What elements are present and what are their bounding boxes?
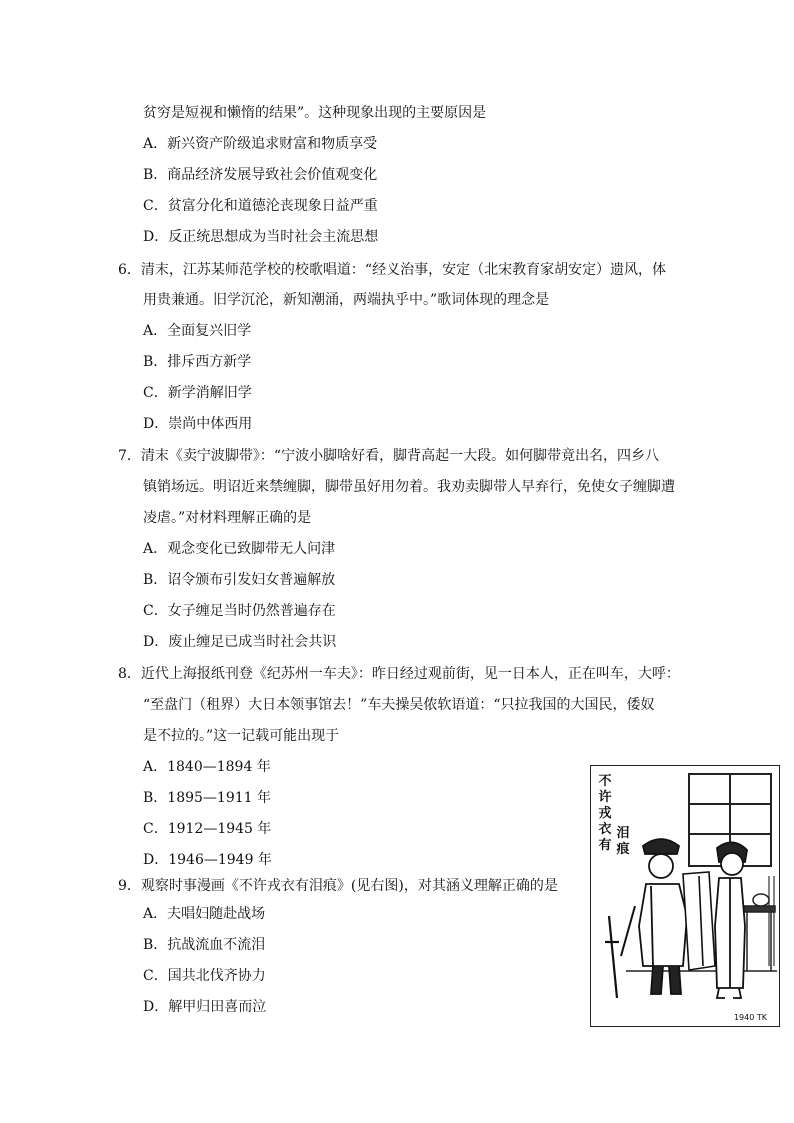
q9-option-b[interactable]: B．抗战流血不流泪: [143, 937, 266, 953]
q6-stem-line-1: 6．清末，江苏某师范学校的校歌唱道：“经义治事，安定（北宋教育家胡安定）遗风，体: [118, 262, 667, 278]
q5-option-c[interactable]: C．贫富分化和道德沦丧现象日益严重: [143, 198, 378, 214]
caption-char: 痕: [616, 842, 630, 857]
q9-option-a[interactable]: A．夫唱妇随赴战场: [143, 906, 266, 922]
caption-char: 有: [598, 838, 612, 853]
q7-option-a[interactable]: A．观念变化已致脚带无人问津: [143, 541, 336, 557]
q8-option-c[interactable]: C．1912—1945 年: [143, 821, 272, 837]
q7-option-c[interactable]: C．女子缠足当时仍然普遍存在: [143, 603, 336, 619]
q5-option-a[interactable]: A．新兴资产阶级追求财富和物质享受: [143, 136, 378, 152]
q7-stem-line-3: 凌虐。”对材料理解正确的是: [143, 510, 312, 526]
caption-char: 不: [598, 774, 612, 789]
q5-stem-continuation: 贫穷是短视和懒惰的结果”。这种现象出现的主要原因是: [143, 105, 487, 121]
caption-char: 衣: [598, 822, 612, 837]
q8-option-a[interactable]: A．1840—1894 年: [143, 759, 271, 775]
q9-stem: 9．观察时事漫画《不许戎衣有泪痕》(见右图)，对其涵义理解正确的是: [118, 878, 558, 894]
q8-stem-line-2: “至盘门（租界）大日本领事馆去！”车夫操吴侬软语道：“只拉我国的大国民，倭奴: [143, 697, 655, 713]
q7-stem-line-1: 7．清末《卖宁波脚带》：“宁波小脚啥好看，脚背高起一大段。如何脚带竟出名，四乡八: [118, 448, 660, 464]
q5-option-d[interactable]: D．反正统思想成为当时社会主流思想: [143, 229, 379, 245]
q9-option-d[interactable]: D．解甲归田喜而泣: [143, 999, 267, 1015]
q7-option-b[interactable]: B．诏令颁布引发妇女普遍解放: [143, 572, 336, 588]
q6-option-a[interactable]: A．全面复兴旧学: [143, 323, 252, 339]
q6-option-b[interactable]: B．排斥西方新学: [143, 354, 252, 370]
cartoon-drawing: [591, 766, 781, 1028]
caption-char: 许: [598, 790, 612, 805]
side-table: [743, 894, 775, 971]
q6-stem-line-2: 用贵兼通。旧学沉沦，新知潮涌，两端执乎中。”歌词体现的理念是: [143, 292, 550, 308]
coat: [683, 872, 715, 970]
q7-option-d[interactable]: D．废止缠足已成当时社会共识: [143, 634, 337, 650]
q8-stem-line-1: 8．近代上海报纸刊登《纪苏州一车夫》：昨日经过观前街，见一日本人，正在叫车，大呼：: [118, 666, 680, 682]
cartoon-signature: 1940 TK: [733, 1013, 767, 1022]
caption-char: 戎: [598, 806, 612, 821]
q8-option-d[interactable]: D．1946—1949 年: [143, 852, 272, 868]
q8-stem-line-3: 是不拉的。”这一记载可能出现于: [143, 728, 340, 744]
q6-option-d[interactable]: D．崇尚中体西用: [143, 416, 253, 432]
cartoon-caption-col2: [615, 826, 631, 858]
q9-option-c[interactable]: C．国共北伐齐协力: [143, 968, 266, 984]
q5-option-b[interactable]: B．商品经济发展导致社会价值观变化: [143, 167, 378, 183]
q8-option-b[interactable]: B．1895—1911 年: [143, 790, 271, 806]
cartoon-caption: [597, 774, 613, 854]
cartoon-illustration: [590, 765, 780, 1027]
q6-option-c[interactable]: C．新学消解旧学: [143, 385, 252, 401]
rifle: [605, 916, 619, 998]
q7-stem-line-2: 镇销场远。明诏近来禁缠脚，脚带虽好用勿着。我劝卖脚带人早弃行，免使女子缠脚遭: [143, 479, 675, 495]
caption-char: 泪: [616, 826, 630, 841]
